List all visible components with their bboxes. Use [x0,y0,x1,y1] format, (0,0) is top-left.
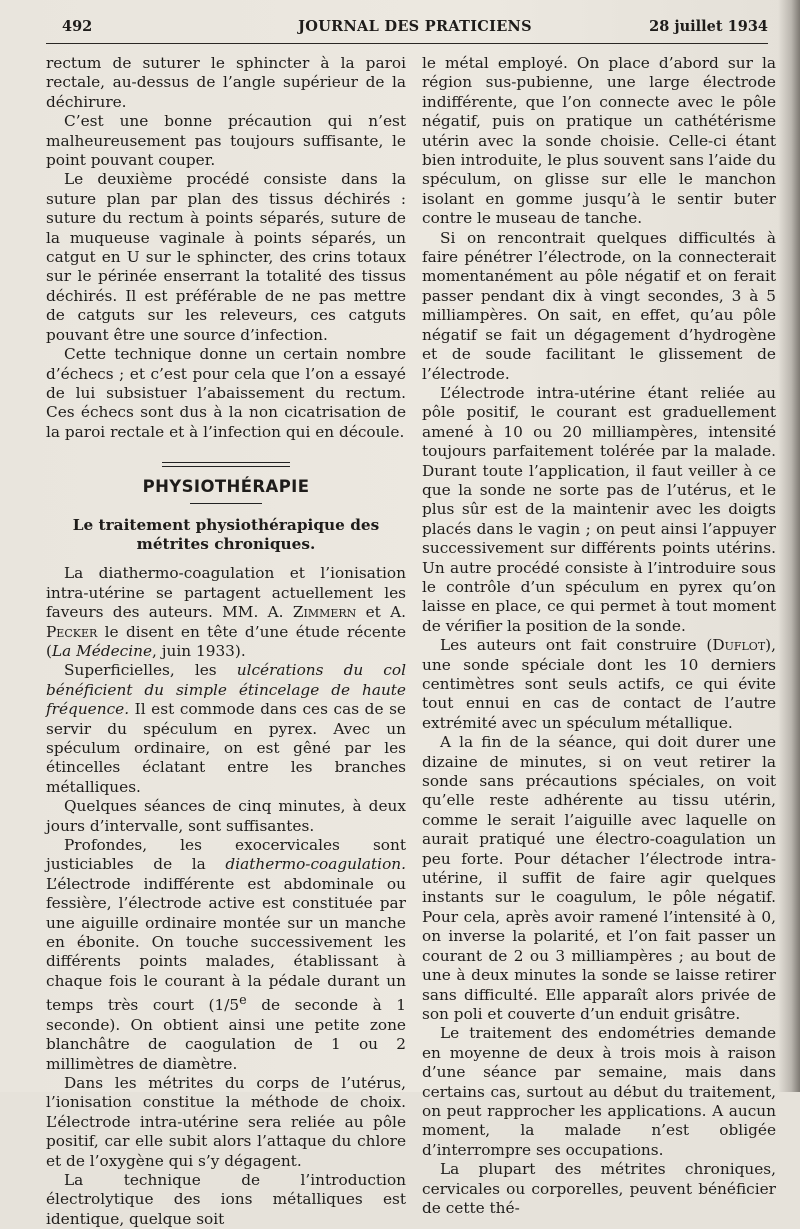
paragraph: Les auteurs ont fait construire (Duflot), une sonde spéciale dont les 10 derniers centimètres sont seuls actifs, ce qui évite tout ennui en cas de contact de l’autre extrémité avec un spéculum métallique. [422,636,776,732]
paragraph: Dans les métrites du corps de l’utérus, l’ionisation constitue la méthode de choix. L’électrode intra-utérine sera reliée au pôle positif, car elle subit alors l’attaque du chlore et de l’oxygène qui s’y dégagent. [46,1074,406,1170]
paragraph: La diathermo-coagulation et l’ionisation intra-utérine se partagent actuellement les faveurs des auteurs. MM. A. Zimmern et A. Pecker le disent en tête d’une étude récente (La Médecine, juin 1933). [46,564,406,660]
paragraph: Cette technique donne un certain nombre d’échecs ; et c’est pour cela que l’on a essayé de lui subsistuer l’abaissement du rectum. Ces échecs sont dus à la non cicatrisation de la paroi rectale et à l’infection qui en découle. [46,345,406,441]
paragraph: A la fin de la séance, qui doit durer une dizaine de minutes, si on veut retirer la sonde sans précautions spéciales, on voit qu’elle reste adhérente au tissu utérin, comme le serait l’aiguille avec laquelle on aurait pratiqué une électro-coagulation un peu forte. Pour détacher l’électrode intra-utérine, il suffit de faire agir quelques instants sur le coagulum, le pôle négatif. Pour cela, après avoir ramené l’intensité à 0, on inverse la polarité, et l’on fait passer un courant de 2 ou 3 milliampères ; au bout de une à deux minutes la sonde se laisse retirer sans difficulté. Elle apparaît alors privée de son poli et couverte d’un enduit grisâtre. [422,733,776,1023]
issue-date: 28 juillet 1934 [649,18,768,35]
paragraph: L’électrode intra-utérine étant reliée au pôle positif, le courant est graduellement amené à 10 ou 20 milliampères, intensité toujours parfaitement tolérée par la malade. Durant toute l’application, il faut veiller à ce que la sonde ne sorte pas de l’utérus, et le plus sûr est de la maintenir avec les doigts placés dans le vagin ; on peut ainsi l’appuyer successivement sur différents points utérins. Un autre procédé consiste à l’introduire sous le contrôle d’un spéculum en pyrex qu’on laisse en place, ce qui permet à tout moment de vérifier la position de la sonde. [422,383,776,635]
paragraph: rectum de suturer le sphincter à la paroi rectale, au-dessus de l’angle supérieur de la déchirure. [46,54,406,111]
page-gutter-shadow [778,0,800,1092]
author-name: Zimmern [292,603,357,622]
paragraph: Quelques séances de cinq minutes, à deux jours d’intervalle, sont suffisantes. [46,797,406,835]
paragraph: C’est une bonne précaution qui n’est malheureusement pas toujours suffisante, le point pouvant couper. [46,112,406,170]
article-title: Le traitement physiothérapique des métrites chroniques. [72,515,380,553]
section-heading: PHYSIOTHÉRAPIE [142,477,310,497]
journal-reference: La Médecine [51,641,153,660]
paragraph: La plupart des métrites chroniques, cervicales ou corporelles, peuvent bénéficier de cette thé- [422,1160,776,1217]
running-header [62,18,768,38]
paragraph: Le traitement des endométries demande en moyenne de deux à trois mois à raison d’une séance par semaine, mais dans certains cas, surtout au début du traitement, on peut rapprocher les applications. A aucun moment, la malade n’est obligée d’interrompre ses occupations. [422,1024,776,1159]
author-name: Duflot [712,636,766,655]
header-rule [46,43,768,44]
author-name: Pecker [46,622,98,641]
paragraph: Superficielles, les ulcérations du col bénéficient du simple étincelage de haute fréquence. Il est commode dans ces cas de se servir du spéculum en pyrex. Avec un spéculum ordinaire, on est gêné par les étincelles éclatant entre les branches métalliques. [46,661,406,796]
right-column [422,54,776,1218]
paragraph: Le deuxième procédé consiste dans la suture plan par plan des tissus déchirés : suture du rectum à points séparés, suture de la muqueuse vaginale à points séparés, un catgut en U sur le sphincter, des crins totaux sur le périnée enserrant la totalité des tissus déchirés. Il est préférable de ne pas mettre de catguts sur les releveurs, ces catguts pouvant être une source d’infection. [46,170,406,344]
section-underline [190,503,262,504]
paragraph: Profondes, les exocervicales sont justiciables de la diathermo-coagulation. L’électrode indifférente est abdominale ou fessière, l’électrode active est constituée par une aiguille ordinaire montée sur un manche en ébonite. On touche successivement les différents points malades, établissant à chaque fois le courant à la pédale durant un temps très court (1/5e de seconde à 1 seconde). On obtient ainsi une petite zone blanchâtre de caogulation de 1 ou 2 millimètres de diamètre. [46,836,406,1073]
left-column [46,54,406,1229]
section-double-rule [162,462,290,467]
paragraph: le métal employé. On place d’abord sur la région sus-pubienne, une large électrode indifférente, que l’on connecte avec le pôle négatif, puis on pratique un cathétérisme utérin avec la sonde choisie. Celle-ci étant bien introduite, le plus souvent sans l’aide du spéculum, on glisse sur elle le manchon isolant en gomme jusqu’à le sentir buter contre le museau de tanche. [422,54,776,228]
paragraph: La technique de l’introduction électrolytique des ions métalliques est identique, quelque soit [46,1171,406,1228]
emphasis: ulcérations du col bénéficient du simple étincelage de haute fréquence. [46,661,406,719]
emphasis: diathermo-coagulation. [225,855,406,874]
journal-title: JOURNAL DES PRATICIENS [298,18,532,35]
page-number: 492 [62,18,93,35]
paragraph: Si on rencontrait quelques difficultés à faire pénétrer l’électrode, on la connecterait momentanément au pôle négatif et on ferait passer pendant dix à vingt secondes, 3 à 5 milliampères. On sait, en effet, qu’au pôle négatif se fait un dégagement d’hydrogène et de soude facilitant le glissement de l’électrode. [422,228,776,383]
